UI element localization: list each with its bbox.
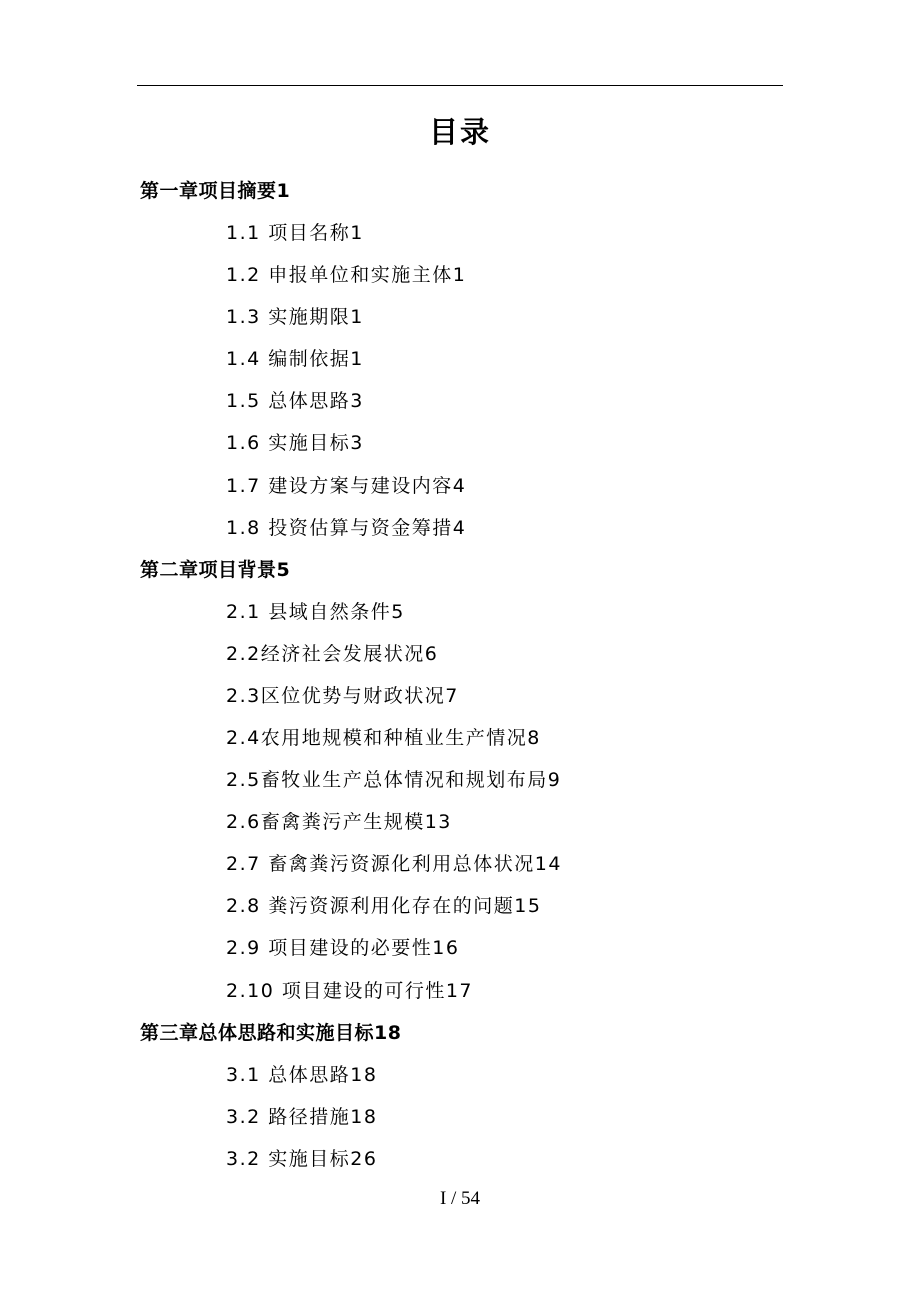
- toc-chapter-entry[interactable]: 第二章项目背景5: [140, 559, 291, 581]
- toc-section-entry[interactable]: 2.2经济社会发展状况6: [226, 643, 439, 665]
- page-number: I / 54: [439, 1188, 481, 1209]
- toc-section-entry[interactable]: 2.5畜牧业生产总体情况和规划布局9: [226, 769, 562, 791]
- toc-section-entry[interactable]: 1.7 建设方案与建设内容4: [226, 475, 467, 497]
- header-rule: [137, 85, 783, 86]
- toc-section-entry[interactable]: 2.8 粪污资源利用化存在的问题15: [226, 895, 542, 917]
- toc-section-entry[interactable]: 2.3区位优势与财政状况7: [226, 685, 459, 707]
- toc-section-entry[interactable]: 3.1 总体思路18: [226, 1064, 378, 1086]
- toc-section-entry[interactable]: 1.5 总体思路3: [226, 390, 364, 412]
- toc-section-entry[interactable]: 2.4农用地规模和种植业生产情况8: [226, 727, 541, 749]
- toc-section-entry[interactable]: 1.8 投资估算与资金筹措4: [226, 517, 467, 539]
- toc-section-entry[interactable]: 1.6 实施目标3: [226, 432, 364, 454]
- toc-section-entry[interactable]: 2.9 项目建设的必要性16: [226, 937, 460, 959]
- toc-section-entry[interactable]: 1.2 申报单位和实施主体1: [226, 264, 467, 286]
- toc-chapter-entry[interactable]: 第三章总体思路和实施目标18: [140, 1022, 402, 1044]
- page-title: 目录: [428, 115, 491, 149]
- toc-section-entry[interactable]: 2.1 县域自然条件5: [226, 601, 405, 623]
- toc-section-entry[interactable]: 1.4 编制依据1: [226, 348, 364, 370]
- toc-section-entry[interactable]: 3.2 实施目标26: [226, 1148, 378, 1170]
- toc-section-entry[interactable]: 2.6畜禽粪污产生规模13: [226, 811, 452, 833]
- toc-section-entry[interactable]: 2.7 畜禽粪污资源化利用总体状况14: [226, 853, 562, 875]
- toc-section-entry[interactable]: 2.10 项目建设的可行性17: [226, 980, 474, 1002]
- toc-section-entry[interactable]: 1.1 项目名称1: [226, 222, 364, 244]
- toc-section-entry[interactable]: 3.2 路径措施18: [226, 1106, 378, 1128]
- toc-chapter-entry[interactable]: 第一章项目摘要1: [140, 180, 291, 202]
- toc-section-entry[interactable]: 1.3 实施期限1: [226, 306, 364, 328]
